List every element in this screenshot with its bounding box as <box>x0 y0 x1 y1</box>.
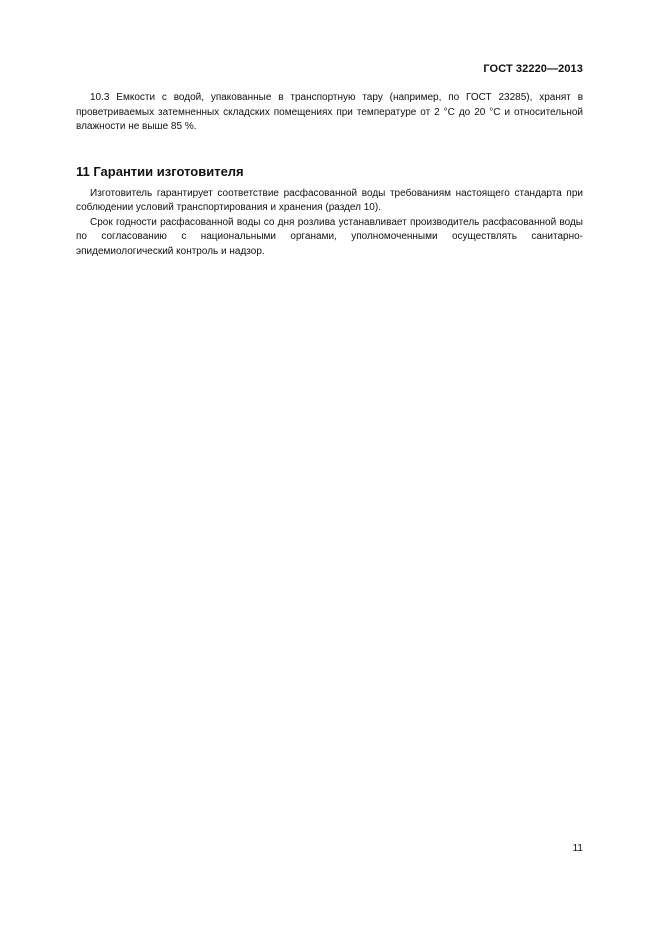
paragraph-11-shelf-life: Срок годности расфасованной воды со дня розлива устанавливает производитель расфасованной воды по согласованию с национальными органами, уполномоченными осуществлять санитарно-эпидемиологический контроль и надзор. <box>76 216 583 257</box>
page-content <box>76 91 583 259</box>
page-number: 11 <box>572 843 583 854</box>
document-designation: ГОСТ 32220—2013 <box>483 63 583 75</box>
paragraph-11-manufacturer-guarantee: Изготовитель гарантирует соответствие расфасованной воды требованиям настоящего стандарта при соблюдении условий транспортирования и хранения (раздел 10). <box>76 187 583 213</box>
section-11-title: 11 Гарантии изготовителя <box>76 163 244 179</box>
paragraph-10-3: 10.3 Емкости с водой, упакованные в транспортную тару (например, по ГОСТ 23285), хранят в проветриваемых затемненных складских помещениях при температуре от 2 °С до 20 °С и относительной влажности не выше 85 %. <box>76 92 583 132</box>
